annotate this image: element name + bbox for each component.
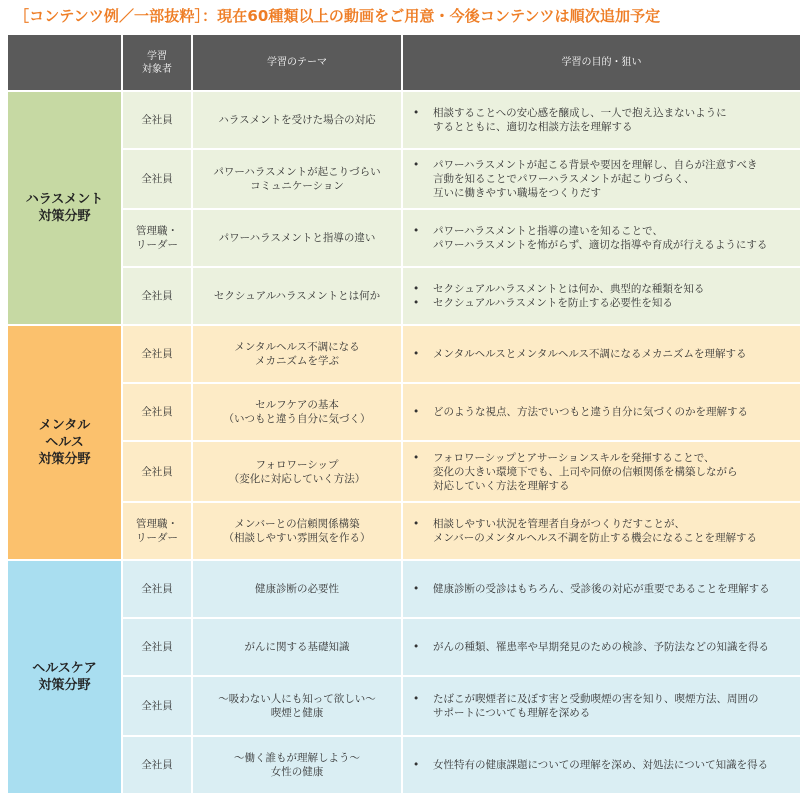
goal-text-line: セクシュアルハラスメントとは何か、典型的な種類を知る [433,283,705,295]
theme-label: フォロワーシップ [255,458,339,471]
target-cell [122,502,192,560]
header-goal: 学習の目的・狙い [402,34,801,91]
category-label-line: 対策分野 [38,452,91,467]
theme-label: セクシュアルハラスメントとは何か [213,290,381,302]
category-cell-harassment [7,91,122,325]
goal-text-line: 変化の大きい環境下でも、上司や同僚の信頼関係を構築しながら [433,465,738,478]
goal-cell [402,441,801,502]
theme-cell [192,383,402,441]
target-label: 全社員 [141,406,173,418]
goal-item [413,692,794,720]
goal-text-line: フォロワーシップとアサーションスキルを発揮することで、 [433,451,715,464]
category-cell-health [7,560,122,794]
theme-cell [192,441,402,502]
goal-item [413,158,794,200]
bullet-icon: • [413,451,420,464]
theme-label: セルフケアの基本 [255,399,339,411]
goal-item [413,405,794,419]
goal-cell [402,209,801,267]
table-row [7,149,801,209]
bullet-icon: • [413,406,420,418]
bullet-icon: • [413,107,420,119]
theme-label: （変化に対応していく方法） [228,472,366,485]
goal-item [413,224,794,252]
goal-cell [402,91,801,149]
target-cell [122,736,192,794]
table-row [7,736,801,794]
target-label: 管理職・ [136,225,178,237]
target-cell [122,209,192,267]
goal-cell [402,267,801,325]
bullet-icon: • [413,518,420,530]
bullet-icon: • [413,693,420,705]
theme-cell [192,618,402,676]
header-category-blank [7,34,122,91]
bullet-icon: • [413,159,420,171]
theme-label: 女性の健康 [270,766,324,778]
theme-cell [192,502,402,560]
theme-cell [192,736,402,794]
target-label: 管理職・ [136,518,178,530]
goal-text-line: パワーハラスメントを怖がらず、適切な指導や育成が行えるようにする [433,239,768,251]
goal-text-line: 言動を知ることでパワーハラスメントが起こりづらく、 [433,173,695,185]
table-row [7,502,801,560]
table-row [7,267,801,325]
goal-text-line: 女性特有の健康課題についての理解を深め、対処法について知識を得る [433,759,769,771]
category-label-line: ヘルスケア [32,661,97,676]
table-header-row [7,34,801,91]
target-label: 全社員 [141,583,173,595]
bullet-icon: • [413,297,420,309]
target-cell [122,149,192,209]
goal-item [413,106,794,134]
header-theme: 学習のテーマ [192,34,402,91]
theme-label: ハラスメントを受けた場合の対応 [218,114,376,126]
table-row [7,441,801,502]
theme-label: メカニズムを学ぶ [255,355,339,367]
goal-text-line: メンバーのメンタルヘルス不調を防止する機会になることを理解する [433,532,758,544]
goal-text-line: するとともに、適切な相談方法を理解する [433,121,633,133]
target-label: 全社員 [141,759,173,771]
target-cell [122,560,192,618]
bullet-icon: • [413,641,420,653]
category-label-line: メンタル [38,418,91,433]
goal-item [413,758,794,772]
theme-cell [192,209,402,267]
category-label-line: 対策分野 [38,678,91,693]
goal-item [413,347,794,361]
target-cell [122,618,192,676]
target-label: 全社員 [141,173,173,185]
category-label-line: 対策分野 [38,209,91,224]
theme-label: メンタルヘルス不調になる [234,341,360,353]
bullet-icon: • [413,583,420,595]
target-label: 全社員 [141,348,173,360]
goal-text-line: セクシュアルハラスメントを防止する必要性を知る [433,297,673,309]
goal-cell [402,325,801,383]
theme-cell [192,676,402,736]
page-heading: ［コンテンツ例／一部抜粋］：現在60種類以上の動画をご用意・今後コンテンツは順次追加予定 [14,7,661,25]
goal-text-line: 相談しやすい状況を管理者自身がつくりだすことが、 [433,518,685,530]
theme-label: コミュニケーション [250,180,344,192]
category-cell-mental [7,325,122,560]
theme-label: パワーハラスメントが起こりづらい [213,166,381,178]
goal-text-line: 対応していく方法を理解する [433,479,570,492]
goal-cell [402,736,801,794]
target-cell [122,91,192,149]
table-row [7,676,801,736]
goal-text-line: パワーハラスメントと指導の違いを知ることで、 [433,225,663,237]
theme-cell [192,149,402,209]
goal-item [413,582,794,596]
target-cell [122,267,192,325]
theme-label: パワーハラスメントと指導の違い [218,232,376,244]
goal-text-line: メンタルヘルスとメンタルヘルス不調になるメカニズムを理解する [433,348,747,360]
theme-label: ～吸わない人にも知って欲しい～ [218,693,376,705]
bullet-icon: • [413,348,420,360]
theme-cell [192,91,402,149]
category-label-line: ハラスメント [25,192,104,207]
table-body [7,91,801,794]
goal-cell [402,560,801,618]
goal-cell [402,618,801,676]
target-label: 全社員 [141,465,173,478]
table-row [7,325,801,383]
goal-cell [402,502,801,560]
goal-text-line: サポートについても理解を深める [433,707,591,719]
target-label: 全社員 [141,290,173,302]
target-label: 全社員 [141,641,173,653]
target-label: 全社員 [141,114,173,126]
goal-text-line: パワーハラスメントが起こる背景や要因を理解し、自らが注意すべき [433,159,758,171]
theme-cell [192,325,402,383]
target-label: リーダー [136,532,178,544]
theme-cell [192,267,402,325]
goal-cell [402,149,801,209]
theme-label: ～働く誰もが理解しよう～ [234,752,360,764]
theme-label: （いつもと違う自分に気づく） [223,413,371,425]
goal-cell [402,676,801,736]
theme-label: メンバーとの信頼関係構築 [234,518,360,530]
goal-text-line: たばこが喫煙者に及ぼす害と受動喫煙の害を知り、喫煙方法、周囲の [433,693,759,705]
goal-text-line: どのような視点、方法でいつもと違う自分に気づくのかを理解する [433,406,748,418]
theme-label: （相談しやすい雰囲気を作る） [223,532,371,544]
goal-text-line: 互いに働きやすい職場をつくりだす [433,187,601,199]
goal-text-line: がんの種類、罹患率や早期発見のための検診、予防法などの知識を得る [433,641,769,653]
table-row [7,618,801,676]
category-label-line: ヘルス [45,435,84,450]
target-cell [122,383,192,441]
goal-item [413,296,794,310]
goal-item [413,451,794,493]
target-cell [122,325,192,383]
target-label: リーダー [136,239,178,251]
table-row [7,91,801,149]
theme-label: がんに関する基礎知識 [244,641,350,653]
bullet-icon: • [413,283,420,295]
table-row [7,560,801,618]
bullet-icon: • [413,225,420,237]
goal-item [413,640,794,654]
theme-cell [192,560,402,618]
goal-text-line: 健康診断の受診はもちろん、受診後の対応が重要であることを理解する [433,583,770,595]
goal-item [413,517,794,545]
target-label: 全社員 [141,700,173,712]
header-target: 学習 対象者 [122,34,192,91]
goal-cell [402,383,801,441]
goal-item [413,282,794,296]
target-cell [122,676,192,736]
content-table [6,33,802,795]
goal-text-line: 相談することへの安心感を醸成し、一人で抱え込まないように [433,107,727,119]
theme-label: 健康診断の必要性 [255,583,339,595]
target-cell [122,441,192,502]
table-row [7,383,801,441]
theme-label: 喫煙と健康 [270,707,324,719]
table-row [7,209,801,267]
bullet-icon: • [413,759,420,771]
